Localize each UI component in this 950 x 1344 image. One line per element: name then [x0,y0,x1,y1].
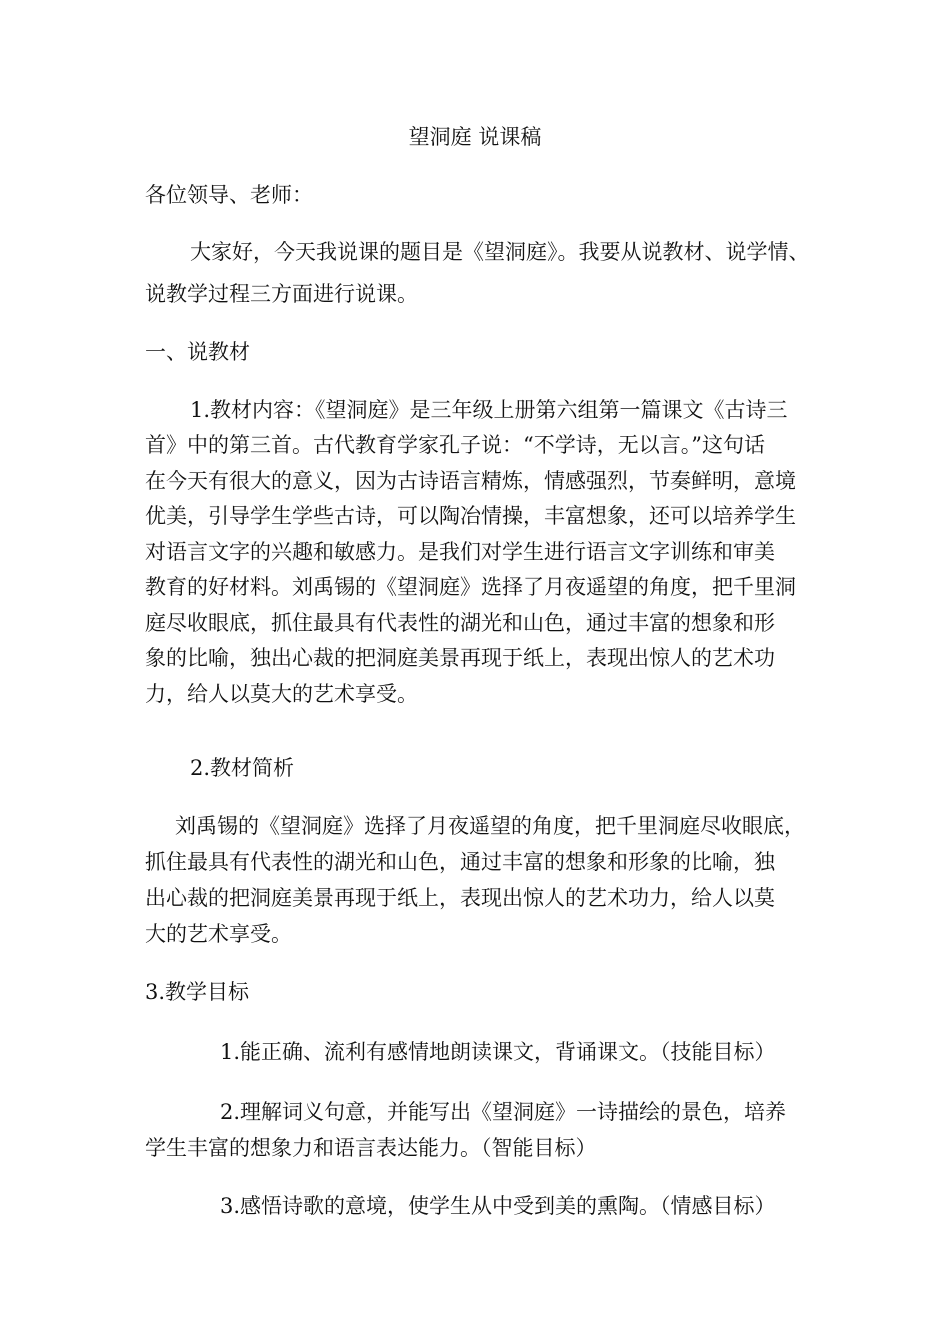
item1-line: 1.教材内容：《望洞庭》是三年级上册第六组第一篇课文《古诗三 [190,398,788,422]
item2-line: 出心裁的把洞庭美景再现于纸上，表现出惊人的艺术功力，给人以莫 [145,886,775,910]
salutation: 各位领导、老师： [145,183,313,207]
item1-line: 象的比喻，独出心裁的把洞庭美景再现于纸上，表现出惊人的艺术功 [145,646,775,670]
item1-line: 首》中的第三首。古代教育学家孔子说：“不学诗，无以言。”这句话 [145,433,765,457]
goal-3: 3.感悟诗歌的意境，使学生从中受到美的熏陶。（情感目标） [220,1194,776,1218]
item1-line: 教育的好材料。刘禹锡的《望洞庭》选择了月夜遥望的角度，把千里洞 [145,575,796,599]
item1-line: 力，给人以莫大的艺术享受。 [145,682,418,706]
item2-heading: 2.教材简析 [190,756,295,780]
item1-line: 庭尽收眼底，抓住最具有代表性的湖光和山色，通过丰富的想象和形 [145,611,775,635]
item2-line: 大的艺术享受。 [145,922,292,946]
goal-2-line: 学生丰富的想象力和语言表达能力。（智能目标） [145,1136,597,1160]
goal-2-line: 2.理解词义句意，并能写出《望洞庭》一诗描绘的景色，培养 [220,1100,787,1124]
item1-line: 对语言文字的兴趣和敏感力。是我们对学生进行语言文字训练和审美 [145,540,775,564]
item2-line: 抓住最具有代表性的湖光和山色，通过丰富的想象和形象的比喻，独 [145,850,775,874]
intro-line-2: 说教学过程三方面进行说课。 [145,282,418,306]
section-heading-teaching-material: 一、说教材 [145,340,250,364]
goal-1: 1.能正确、流利有感情地朗读课文，背诵课文。（技能目标） [220,1040,776,1064]
item1-line: 优美，引导学生学些古诗，可以陶冶情操，丰富想象，还可以培养学生 [145,504,796,528]
item2-line: 刘禹锡的《望洞庭》选择了月夜遥望的角度，把千里洞庭尽收眼底， [175,814,805,838]
item1-line: 在今天有很大的意义，因为古诗语言精炼，情感强烈，节奏鲜明，意境 [145,469,796,493]
document-title: 望洞庭 说课稿 [408,125,542,149]
item3-heading: 3.教学目标 [145,980,250,1004]
intro-line-1: 大家好，今天我说课的题目是《望洞庭》。我要从说教材、说学情、 [190,240,810,264]
